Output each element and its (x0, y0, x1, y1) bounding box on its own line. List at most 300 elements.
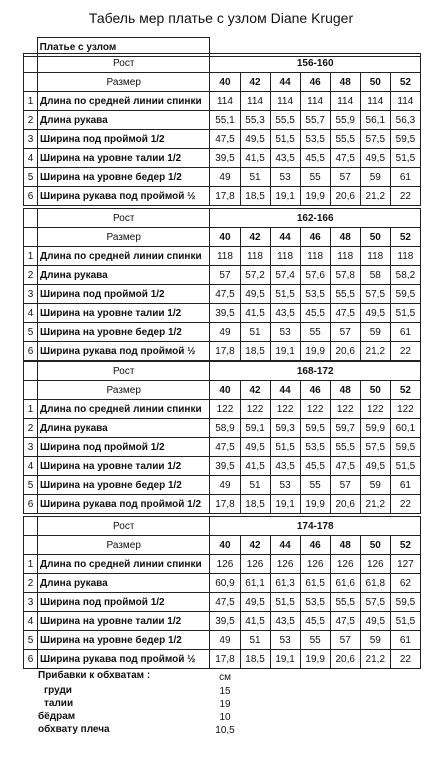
size-header: 52 (390, 73, 420, 92)
allowance-label: обхвату плеча (38, 724, 110, 735)
table-row (24, 247, 421, 266)
measurement-value: 55,3 (240, 111, 270, 130)
measurement-value: 53,5 (300, 438, 330, 457)
measurement-value: 58 (360, 266, 390, 285)
measurement-value: 118 (240, 247, 270, 266)
measurement-value: 114 (300, 92, 330, 111)
size-header: 40 (210, 536, 240, 555)
measurement-value: 56,1 (360, 111, 390, 130)
measurement-value: 49,5 (360, 457, 390, 476)
size-header: 52 (390, 536, 420, 555)
size-label: Размер (38, 381, 210, 400)
height-range: 168-172 (210, 362, 421, 381)
row-number: 5 (24, 168, 38, 187)
table-row (24, 130, 421, 149)
measurement-value: 47,5 (210, 285, 240, 304)
measurement-value: 57 (330, 168, 360, 187)
measurement-value: 60,9 (210, 574, 240, 593)
measurement-value: 39,5 (210, 612, 240, 631)
measurement-value: 47,5 (330, 457, 360, 476)
measurement-value: 59,5 (300, 419, 330, 438)
measurement-value: 51 (240, 631, 270, 650)
measurement-value: 39,5 (210, 304, 240, 323)
row-number: 1 (24, 400, 38, 419)
measurement-value: 126 (210, 555, 240, 574)
table-row (24, 457, 421, 476)
size-header: 44 (270, 73, 300, 92)
measurement-value: 126 (330, 555, 360, 574)
measurement-value: 49 (210, 476, 240, 495)
measurement-value: 18,5 (240, 342, 270, 361)
measurement-value: 59,5 (390, 285, 420, 304)
measurement-name: Ширина на уровне бедер 1/2 (38, 476, 210, 495)
measurement-value: 55,5 (270, 111, 300, 130)
measurement-value: 21,2 (360, 342, 390, 361)
measurement-value: 51,5 (270, 593, 300, 612)
measurement-value: 53,5 (300, 285, 330, 304)
size-header: 42 (240, 228, 270, 247)
row-number: 3 (24, 593, 38, 612)
measurement-value: 55 (300, 631, 330, 650)
measurement-value: 114 (360, 92, 390, 111)
measurement-value: 45,5 (300, 612, 330, 631)
measurement-value: 59 (360, 323, 390, 342)
measurement-value: 122 (390, 400, 420, 419)
num-cell (24, 517, 38, 536)
size-header: 46 (300, 536, 330, 555)
size-header: 50 (360, 536, 390, 555)
measurement-value: 49,5 (240, 130, 270, 149)
measurement-value: 114 (330, 92, 360, 111)
table-row (24, 342, 421, 361)
allowance-value: 15 (219, 686, 231, 697)
num-cell (24, 209, 38, 228)
measurement-value: 20,6 (330, 342, 360, 361)
measurement-value: 61 (390, 168, 420, 187)
measurement-value: 57 (210, 266, 240, 285)
measurement-value: 118 (270, 247, 300, 266)
measurement-value: 60,1 (390, 419, 420, 438)
measurement-value: 118 (330, 247, 360, 266)
measurement-value: 59,5 (390, 593, 420, 612)
measurement-value: 122 (360, 400, 390, 419)
measurement-value: 55,7 (300, 111, 330, 130)
measurement-value: 41,5 (240, 304, 270, 323)
size-header: 52 (390, 381, 420, 400)
measurement-value: 22 (390, 187, 420, 206)
row-number: 2 (24, 574, 38, 593)
measurement-value: 114 (390, 92, 420, 111)
measurement-value: 41,5 (240, 149, 270, 168)
measurement-name: Ширина под проймой 1/2 (38, 130, 210, 149)
num-cell (24, 381, 38, 400)
measurement-value: 126 (240, 555, 270, 574)
measurement-value: 49,5 (240, 285, 270, 304)
measurement-value: 51 (240, 323, 270, 342)
measurement-value: 59,9 (360, 419, 390, 438)
measurement-value: 19,9 (300, 650, 330, 669)
size-table-174-178 (23, 516, 421, 669)
measurement-value: 57,6 (300, 266, 330, 285)
measurement-value: 55,5 (330, 593, 360, 612)
size-header: 48 (330, 381, 360, 400)
measurement-value: 43,5 (270, 304, 300, 323)
measurement-value: 53 (270, 323, 300, 342)
measurement-value: 122 (210, 400, 240, 419)
measurement-value: 19,1 (270, 495, 300, 514)
measurement-value: 122 (270, 400, 300, 419)
measurement-name: Длина по средней линии спинки (38, 400, 210, 419)
row-number: 1 (24, 247, 38, 266)
measurement-value: 51,5 (390, 457, 420, 476)
height-range: 162-166 (210, 209, 421, 228)
table-row (24, 323, 421, 342)
allowance-value: 10,5 (215, 725, 235, 736)
measurement-value: 59,5 (390, 130, 420, 149)
measurement-value: 43,5 (270, 457, 300, 476)
measurement-value: 114 (240, 92, 270, 111)
measurement-value: 51,5 (390, 612, 420, 631)
measurement-value: 57,5 (360, 438, 390, 457)
num-cell (24, 73, 38, 92)
num-cell (24, 228, 38, 247)
row-number: 5 (24, 323, 38, 342)
measurement-value: 41,5 (240, 612, 270, 631)
height-range: 174-178 (210, 517, 421, 536)
measurement-value: 57,4 (270, 266, 300, 285)
measurement-name: Ширина под проймой 1/2 (38, 438, 210, 457)
row-number: 6 (24, 187, 38, 206)
measurement-value: 51 (240, 476, 270, 495)
size-header: 46 (300, 381, 330, 400)
measurement-value: 39,5 (210, 457, 240, 476)
measurement-name: Ширина рукава под проймой ½ (38, 342, 210, 361)
measurement-value: 53 (270, 476, 300, 495)
measurement-value: 126 (270, 555, 300, 574)
size-table-162-166 (23, 208, 421, 361)
measurement-value: 59,3 (270, 419, 300, 438)
row-number: 5 (24, 476, 38, 495)
allowances-heading: Прибавки к обхватам : (38, 670, 151, 681)
height-label: Рост (38, 517, 210, 536)
measurement-value: 59,7 (330, 419, 360, 438)
size-label: Размер (38, 73, 210, 92)
table-row (24, 285, 421, 304)
measurement-value: 49,5 (240, 593, 270, 612)
measurement-name: Длина по средней линии спинки (38, 555, 210, 574)
measurement-value: 51,5 (390, 149, 420, 168)
measurement-value: 53 (270, 168, 300, 187)
size-header: 46 (300, 73, 330, 92)
table-row (24, 187, 421, 206)
height-label: Рост (38, 362, 210, 381)
measurement-value: 20,6 (330, 650, 360, 669)
measurement-value: 19,9 (300, 187, 330, 206)
size-header: 42 (240, 536, 270, 555)
measurement-value: 18,5 (240, 650, 270, 669)
measurement-value: 18,5 (240, 187, 270, 206)
height-label: Рост (38, 209, 210, 228)
size-header: 48 (330, 228, 360, 247)
measurement-name: Ширина на уровне талии 1/2 (38, 149, 210, 168)
measurement-name: Длина рукава (38, 574, 210, 593)
measurement-value: 53 (270, 631, 300, 650)
measurement-value: 57,8 (330, 266, 360, 285)
size-header: 50 (360, 381, 390, 400)
measurement-value: 21,2 (360, 495, 390, 514)
measurement-value: 51 (240, 168, 270, 187)
size-header: 52 (390, 228, 420, 247)
size-header: 40 (210, 73, 240, 92)
table-row (24, 495, 421, 514)
measurement-value: 59 (360, 168, 390, 187)
measurement-value: 56,3 (390, 111, 420, 130)
size-header: 42 (240, 381, 270, 400)
measurement-value: 20,6 (330, 187, 360, 206)
section-title: Платье с узлом (37, 38, 210, 57)
measurement-name: Длина рукава (38, 419, 210, 438)
measurement-value: 17,8 (210, 495, 240, 514)
measurement-name: Длина рукава (38, 111, 210, 130)
measurement-value: 61 (390, 476, 420, 495)
measurement-value: 55,9 (330, 111, 360, 130)
measurement-value: 19,1 (270, 342, 300, 361)
measurement-name: Ширина на уровне бедер 1/2 (38, 631, 210, 650)
measurement-value: 49,5 (360, 612, 390, 631)
measurement-value: 59,5 (390, 438, 420, 457)
size-label: Размер (38, 228, 210, 247)
measurement-value: 17,8 (210, 342, 240, 361)
measurement-value: 19,9 (300, 342, 330, 361)
measurement-value: 47,5 (330, 149, 360, 168)
measurement-value: 45,5 (300, 149, 330, 168)
measurement-value: 49 (210, 631, 240, 650)
measurement-name: Ширина рукава под проймой ½ (38, 650, 210, 669)
measurement-value: 53,5 (300, 130, 330, 149)
size-header: 48 (330, 73, 360, 92)
size-header: 42 (240, 73, 270, 92)
measurement-value: 47,5 (330, 612, 360, 631)
measurement-value: 47,5 (210, 593, 240, 612)
row-number: 4 (24, 612, 38, 631)
measurement-value: 19,9 (300, 495, 330, 514)
allowance-value: 10 (219, 712, 231, 723)
measurement-value: 59 (360, 476, 390, 495)
measurement-value: 57,2 (240, 266, 270, 285)
size-header: 50 (360, 73, 390, 92)
measurement-value: 17,8 (210, 650, 240, 669)
measurement-value: 57 (330, 631, 360, 650)
measurement-value: 47,5 (210, 130, 240, 149)
measurement-value: 118 (210, 247, 240, 266)
measurement-value: 61 (390, 323, 420, 342)
measurement-value: 49,5 (240, 438, 270, 457)
table-row (24, 149, 421, 168)
measurement-value: 126 (300, 555, 330, 574)
measurement-value: 55 (300, 323, 330, 342)
measurement-name: Длина рукава (38, 266, 210, 285)
allowance-label: груди (44, 685, 72, 696)
table-row (24, 92, 421, 111)
measurement-value: 51,5 (270, 438, 300, 457)
measurement-name: Ширина под проймой 1/2 (38, 285, 210, 304)
table-row (24, 304, 421, 323)
measurement-value: 22 (390, 342, 420, 361)
measurement-value: 49,5 (360, 304, 390, 323)
height-range: 156-160 (210, 54, 421, 73)
measurement-value: 49 (210, 323, 240, 342)
document-title: Табель мер платье с узлом Diane Kruger (88, 10, 354, 26)
size-header: 50 (360, 228, 390, 247)
measurement-value: 49 (210, 168, 240, 187)
table-row (24, 612, 421, 631)
allowance-value: 19 (219, 699, 231, 710)
measurement-value: 53,5 (300, 593, 330, 612)
measurement-value: 21,2 (360, 650, 390, 669)
measurement-value: 51,5 (270, 130, 300, 149)
row-number: 1 (24, 92, 38, 111)
measurement-value: 58,2 (390, 266, 420, 285)
measurement-name: Ширина рукава под проймой ½ (38, 187, 210, 206)
measurement-value: 118 (390, 247, 420, 266)
measurement-value: 20,6 (330, 495, 360, 514)
table-row (24, 168, 421, 187)
measurement-value: 55,1 (210, 111, 240, 130)
measurement-value: 39,5 (210, 149, 240, 168)
measurement-value: 45,5 (300, 457, 330, 476)
measurement-value: 18,5 (240, 495, 270, 514)
row-number: 1 (24, 555, 38, 574)
measurement-value: 118 (300, 247, 330, 266)
row-number: 3 (24, 438, 38, 457)
measurement-value: 62 (390, 574, 420, 593)
measurement-value: 41,5 (240, 457, 270, 476)
size-header: 48 (330, 536, 360, 555)
measurement-value: 59 (360, 631, 390, 650)
measurement-value: 122 (330, 400, 360, 419)
measurement-name: Ширина под проймой 1/2 (38, 593, 210, 612)
size-header: 44 (270, 381, 300, 400)
measurement-value: 55,5 (330, 438, 360, 457)
allowance-label: талии (44, 698, 74, 709)
size-header: 40 (210, 381, 240, 400)
measurement-name: Ширина на уровне талии 1/2 (38, 304, 210, 323)
table-row (24, 476, 421, 495)
measurement-value: 61,1 (240, 574, 270, 593)
num-cell (24, 54, 38, 73)
num-cell (24, 362, 38, 381)
row-number: 4 (24, 457, 38, 476)
row-number: 2 (24, 266, 38, 285)
measurement-value: 61,6 (330, 574, 360, 593)
measurement-value: 55 (300, 476, 330, 495)
table-row (24, 266, 421, 285)
measurement-value: 126 (360, 555, 390, 574)
measurement-value: 19,1 (270, 187, 300, 206)
measurement-value: 61,5 (300, 574, 330, 593)
row-number: 4 (24, 304, 38, 323)
table-row (24, 631, 421, 650)
measurement-name: Ширина рукава под проймой 1/2 (38, 495, 210, 514)
measurement-value: 57,5 (360, 285, 390, 304)
measurement-value: 19,1 (270, 650, 300, 669)
measurement-value: 59,1 (240, 419, 270, 438)
measurement-value: 57 (330, 323, 360, 342)
measurement-value: 122 (300, 400, 330, 419)
measurement-value: 43,5 (270, 612, 300, 631)
row-number: 5 (24, 631, 38, 650)
measurement-value: 57 (330, 476, 360, 495)
measurement-name: Ширина на уровне бедер 1/2 (38, 168, 210, 187)
size-header: 40 (210, 228, 240, 247)
row-number: 6 (24, 650, 38, 669)
row-number: 4 (24, 149, 38, 168)
measurement-value: 114 (270, 92, 300, 111)
table-row (24, 555, 421, 574)
size-header: 44 (270, 536, 300, 555)
measurement-value: 57,5 (360, 130, 390, 149)
measurement-name: Ширина на уровне талии 1/2 (38, 457, 210, 476)
measurement-value: 51,5 (270, 285, 300, 304)
table-row (24, 650, 421, 669)
measurement-value: 55,5 (330, 285, 360, 304)
measurement-value: 127 (390, 555, 420, 574)
row-number: 6 (24, 495, 38, 514)
measurement-value: 17,8 (210, 187, 240, 206)
measurement-value: 122 (240, 400, 270, 419)
row-number: 2 (24, 419, 38, 438)
measurement-value: 58,9 (210, 419, 240, 438)
measurement-value: 45,5 (300, 304, 330, 323)
measurement-value: 47,5 (330, 304, 360, 323)
measurement-name: Ширина на уровне талии 1/2 (38, 612, 210, 631)
size-table-156-160 (23, 53, 421, 206)
measurement-value: 55 (300, 168, 330, 187)
size-header: 44 (270, 228, 300, 247)
measurement-value: 118 (360, 247, 390, 266)
table-row (24, 438, 421, 457)
size-label: Размер (38, 536, 210, 555)
measurement-value: 55,5 (330, 130, 360, 149)
measurement-value: 43,5 (270, 149, 300, 168)
measurement-value: 114 (210, 92, 240, 111)
size-header: 46 (300, 228, 330, 247)
measurement-value: 47,5 (210, 438, 240, 457)
measurement-name: Ширина на уровне бедер 1/2 (38, 323, 210, 342)
row-number: 2 (24, 111, 38, 130)
table-row (24, 419, 421, 438)
measurement-name: Длина по средней линии спинки (38, 92, 210, 111)
table-row (24, 593, 421, 612)
allowances-unit: см (219, 672, 231, 683)
table-row (24, 574, 421, 593)
measurement-value: 49,5 (360, 149, 390, 168)
row-number: 3 (24, 285, 38, 304)
measurement-value: 22 (390, 495, 420, 514)
measurement-value: 61,3 (270, 574, 300, 593)
measurement-value: 61 (390, 631, 420, 650)
table-row (24, 400, 421, 419)
row-number: 6 (24, 342, 38, 361)
row-number: 3 (24, 130, 38, 149)
measurement-value: 51,5 (390, 304, 420, 323)
measurement-value: 57,5 (360, 593, 390, 612)
allowance-label: бёдрам (38, 711, 76, 722)
num-cell (24, 536, 38, 555)
size-table-168-172 (23, 361, 421, 514)
table-row (24, 111, 421, 130)
measurement-name: Длина по средней линии спинки (38, 247, 210, 266)
